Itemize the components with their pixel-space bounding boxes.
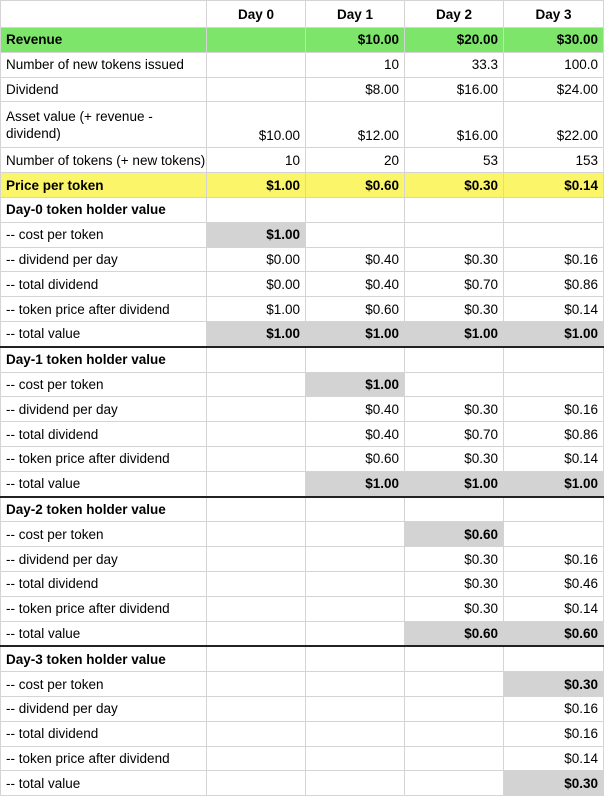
- cell[interactable]: $0.30: [405, 397, 504, 422]
- total-value-row: [1, 471, 604, 496]
- table-row: [1, 222, 604, 247]
- row-label[interactable]: -- dividend per day: [1, 696, 207, 721]
- cell[interactable]: $0.16: [504, 397, 604, 422]
- row-label[interactable]: Price per token: [1, 173, 207, 198]
- cell[interactable]: [207, 672, 306, 697]
- section-title[interactable]: Day-0 token holder value: [1, 197, 207, 222]
- cell[interactable]: [405, 372, 504, 397]
- cell[interactable]: [306, 547, 405, 572]
- row-label[interactable]: Dividend: [1, 77, 207, 102]
- row-label[interactable]: -- dividend per day: [1, 397, 207, 422]
- section-title[interactable]: Day-3 token holder value: [1, 646, 207, 671]
- cell[interactable]: $0.30: [405, 547, 504, 572]
- cell[interactable]: [405, 672, 504, 697]
- row-label[interactable]: -- total dividend: [1, 422, 207, 447]
- cell[interactable]: $0.14: [504, 173, 604, 198]
- table-row: [1, 571, 604, 596]
- cell[interactable]: $0.60: [504, 621, 604, 646]
- cell[interactable]: 153: [504, 148, 604, 173]
- cell[interactable]: $0.30: [504, 771, 604, 796]
- cell[interactable]: $0.40: [306, 422, 405, 447]
- cell[interactable]: [306, 621, 405, 646]
- cell[interactable]: $0.86: [504, 272, 604, 297]
- cell[interactable]: [405, 646, 504, 671]
- cell[interactable]: $0.46: [504, 571, 604, 596]
- cell[interactable]: $0.16: [504, 547, 604, 572]
- cell[interactable]: $0.40: [306, 272, 405, 297]
- cell[interactable]: 33.3: [405, 52, 504, 77]
- cell[interactable]: $1.00: [504, 321, 604, 346]
- cell[interactable]: $12.00: [306, 102, 405, 148]
- cell[interactable]: [504, 347, 604, 372]
- cell[interactable]: 20: [306, 148, 405, 173]
- header-day-0[interactable]: Day 0: [207, 1, 306, 28]
- row-label[interactable]: Revenue: [1, 28, 207, 53]
- cell[interactable]: $1.00: [306, 321, 405, 346]
- row-label[interactable]: -- total dividend: [1, 721, 207, 746]
- table-row: [1, 547, 604, 572]
- cell[interactable]: $0.60: [306, 446, 405, 471]
- cell[interactable]: [306, 721, 405, 746]
- cell[interactable]: $1.00: [405, 321, 504, 346]
- cell[interactable]: [405, 771, 504, 796]
- cell[interactable]: [405, 721, 504, 746]
- row-label[interactable]: -- total value: [1, 771, 207, 796]
- row-label[interactable]: -- dividend per day: [1, 247, 207, 272]
- header-day-3[interactable]: Day 3: [504, 1, 604, 28]
- cell[interactable]: [207, 77, 306, 102]
- total-value-row: [1, 771, 604, 796]
- cell[interactable]: $10.00: [306, 28, 405, 53]
- row-label[interactable]: -- cost per token: [1, 522, 207, 547]
- number-of-tokens-row: [1, 148, 604, 173]
- asset-value-row: [1, 102, 604, 148]
- cell[interactable]: $0.16: [504, 721, 604, 746]
- cell[interactable]: $1.00: [405, 471, 504, 496]
- cell[interactable]: $0.60: [405, 621, 504, 646]
- cell[interactable]: $0.70: [405, 272, 504, 297]
- cell[interactable]: $0.60: [306, 297, 405, 322]
- table-row: [1, 297, 604, 322]
- cell[interactable]: [504, 522, 604, 547]
- total-value-row: [1, 321, 604, 346]
- table-row: [1, 247, 604, 272]
- row-label[interactable]: -- total dividend: [1, 571, 207, 596]
- cell[interactable]: $0.60: [405, 522, 504, 547]
- header-corner[interactable]: [1, 1, 207, 28]
- table-row: [1, 596, 604, 621]
- cell[interactable]: [504, 197, 604, 222]
- cell[interactable]: $0.30: [504, 672, 604, 697]
- row-label[interactable]: -- dividend per day: [1, 547, 207, 572]
- row-label[interactable]: -- token price after dividend: [1, 297, 207, 322]
- cell[interactable]: $1.00: [504, 471, 604, 496]
- cell[interactable]: $0.00: [207, 247, 306, 272]
- cell[interactable]: $22.00: [504, 102, 604, 148]
- cell[interactable]: [504, 222, 604, 247]
- section-title[interactable]: Day-1 token holder value: [1, 347, 207, 372]
- cell[interactable]: [207, 28, 306, 53]
- cell[interactable]: $0.60: [306, 173, 405, 198]
- row-label[interactable]: -- total value: [1, 621, 207, 646]
- cell[interactable]: $0.14: [504, 596, 604, 621]
- cell[interactable]: [207, 571, 306, 596]
- cell[interactable]: 53: [405, 148, 504, 173]
- cell[interactable]: $20.00: [405, 28, 504, 53]
- row-label[interactable]: Number of tokens (+ new tokens): [1, 148, 207, 173]
- cell[interactable]: [207, 696, 306, 721]
- cell[interactable]: $1.00: [207, 297, 306, 322]
- table-row: [1, 746, 604, 771]
- row-label[interactable]: -- token price after dividend: [1, 746, 207, 771]
- cell[interactable]: [306, 497, 405, 522]
- cell[interactable]: $0.86: [504, 422, 604, 447]
- cell[interactable]: $30.00: [504, 28, 604, 53]
- cell[interactable]: [504, 646, 604, 671]
- cell[interactable]: [306, 646, 405, 671]
- cell[interactable]: $0.30: [405, 247, 504, 272]
- cell[interactable]: [207, 746, 306, 771]
- cell[interactable]: $0.30: [405, 571, 504, 596]
- cell[interactable]: $0.40: [306, 247, 405, 272]
- cell[interactable]: $16.00: [405, 102, 504, 148]
- cell[interactable]: [207, 497, 306, 522]
- section-header-day-3: [1, 646, 604, 671]
- row-label[interactable]: -- token price after dividend: [1, 446, 207, 471]
- cell[interactable]: $0.40: [306, 397, 405, 422]
- table-row: [1, 422, 604, 447]
- cell[interactable]: [306, 696, 405, 721]
- cell[interactable]: [405, 497, 504, 522]
- cell[interactable]: $16.00: [405, 77, 504, 102]
- cell[interactable]: $0.14: [504, 746, 604, 771]
- cell[interactable]: $0.16: [504, 247, 604, 272]
- header-day-2[interactable]: Day 2: [405, 1, 504, 28]
- cell[interactable]: [504, 372, 604, 397]
- section-header-day-0: [1, 197, 604, 222]
- table-row: [1, 446, 604, 471]
- row-label[interactable]: Number of new tokens issued: [1, 52, 207, 77]
- cell[interactable]: [306, 771, 405, 796]
- cell[interactable]: [306, 746, 405, 771]
- cell[interactable]: [207, 721, 306, 746]
- cell[interactable]: [306, 522, 405, 547]
- revenue-row: [1, 28, 604, 53]
- cell[interactable]: [405, 696, 504, 721]
- table-row: [1, 397, 604, 422]
- cell[interactable]: $10.00: [207, 102, 306, 148]
- cell[interactable]: $8.00: [306, 77, 405, 102]
- row-label[interactable]: -- cost per token: [1, 222, 207, 247]
- cell[interactable]: [207, 347, 306, 372]
- cell[interactable]: $0.14: [504, 297, 604, 322]
- cell[interactable]: [306, 197, 405, 222]
- cell[interactable]: [306, 347, 405, 372]
- cell[interactable]: [207, 446, 306, 471]
- cell[interactable]: [207, 52, 306, 77]
- cell[interactable]: [207, 197, 306, 222]
- cell[interactable]: $0.14: [504, 446, 604, 471]
- cell[interactable]: 100.0: [504, 52, 604, 77]
- cell[interactable]: [405, 347, 504, 372]
- cell[interactable]: $0.00: [207, 272, 306, 297]
- cell[interactable]: $0.30: [405, 596, 504, 621]
- cell[interactable]: [306, 596, 405, 621]
- cell[interactable]: $0.70: [405, 422, 504, 447]
- cell[interactable]: [207, 422, 306, 447]
- row-label[interactable]: -- cost per token: [1, 372, 207, 397]
- header-day-1[interactable]: Day 1: [306, 1, 405, 28]
- cell[interactable]: 10: [207, 148, 306, 173]
- cell[interactable]: $1.00: [306, 372, 405, 397]
- row-label[interactable]: -- total dividend: [1, 272, 207, 297]
- cell[interactable]: [306, 222, 405, 247]
- row-label[interactable]: -- cost per token: [1, 672, 207, 697]
- cell[interactable]: [306, 571, 405, 596]
- table-row: [1, 522, 604, 547]
- total-value-row: [1, 621, 604, 646]
- cell[interactable]: [207, 372, 306, 397]
- cell[interactable]: $0.30: [405, 173, 504, 198]
- cell[interactable]: $0.30: [405, 297, 504, 322]
- cell[interactable]: [405, 197, 504, 222]
- cell[interactable]: [405, 222, 504, 247]
- cell[interactable]: [207, 471, 306, 496]
- cell[interactable]: [207, 547, 306, 572]
- section-title[interactable]: Day-2 token holder value: [1, 497, 207, 522]
- row-label[interactable]: -- total value: [1, 321, 207, 346]
- new-tokens-row: [1, 52, 604, 77]
- cell[interactable]: $24.00: [504, 77, 604, 102]
- cell[interactable]: [207, 397, 306, 422]
- row-label[interactable]: -- token price after dividend: [1, 596, 207, 621]
- cell[interactable]: $1.00: [207, 321, 306, 346]
- cell[interactable]: [207, 596, 306, 621]
- cell[interactable]: 10: [306, 52, 405, 77]
- cell[interactable]: $1.00: [306, 471, 405, 496]
- table-row: [1, 721, 604, 746]
- table-row: [1, 672, 604, 697]
- dividend-row: [1, 77, 604, 102]
- table-row: [1, 696, 604, 721]
- row-label[interactable]: -- total value: [1, 471, 207, 496]
- cell[interactable]: $0.16: [504, 696, 604, 721]
- section-header-day-1: [1, 347, 604, 372]
- cell[interactable]: [405, 746, 504, 771]
- section-header-day-2: [1, 497, 604, 522]
- cell[interactable]: $1.00: [207, 222, 306, 247]
- cell[interactable]: $0.30: [405, 446, 504, 471]
- cell[interactable]: [207, 621, 306, 646]
- cell[interactable]: [207, 771, 306, 796]
- price-per-token-row: [1, 173, 604, 198]
- table-row: [1, 272, 604, 297]
- cell[interactable]: $1.00: [207, 173, 306, 198]
- cell[interactable]: [207, 646, 306, 671]
- cell[interactable]: [207, 522, 306, 547]
- cell[interactable]: [504, 497, 604, 522]
- header-row: [1, 1, 604, 28]
- table-row: [1, 372, 604, 397]
- cell[interactable]: [306, 672, 405, 697]
- row-label[interactable]: Asset value (+ revenue - dividend): [1, 102, 207, 148]
